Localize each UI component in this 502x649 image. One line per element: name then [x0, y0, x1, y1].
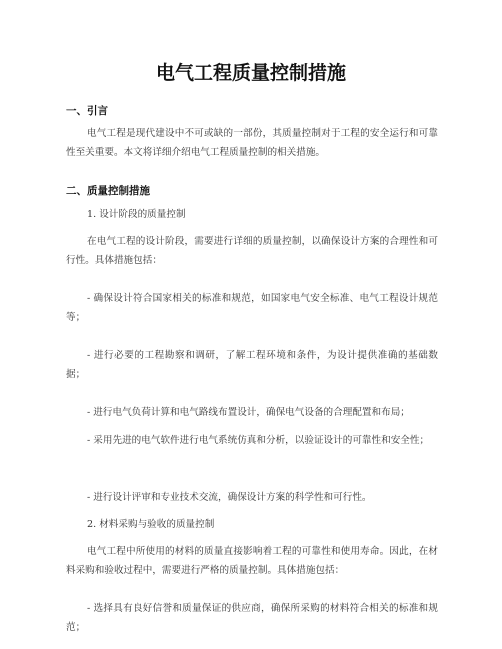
list-item: - 选择具有良好信誉和质量保证的供应商，确保所采购的材料符合相关的标准和规范； — [66, 603, 438, 633]
section-heading-intro: 一、引言 — [66, 105, 108, 117]
paragraph: 电气工程中所使用的材料的质量直接影响着工程的可靠性和使用寿命。因此，在材料采购和验收过程中，需要进行严格的质量控制。具体措施包括： — [66, 546, 438, 576]
subheading-design: 1. 设计阶段的质量控制 — [87, 209, 186, 220]
list-item: - 进行设计评审和专业技术交流，确保设计方案的科学性和可行性。 — [87, 492, 372, 503]
list-item: - 进行电气负荷计算和电气路线布置设计，确保电气设备的合理配置和布局； — [87, 407, 410, 418]
paragraph: 电气工程是现代建设中不可或缺的一部份，其质量控制对于工程的安全运行和可靠性至关重要。本文将详细介绍电气工程质量控制的相关措施。 — [66, 128, 438, 158]
list-item: - 确保设计符合国家相关的标准和规范，如国家电气安全标准、电气工程设计规范等； — [66, 293, 438, 323]
paragraph: 在电气工程的设计阶段，需要进行详细的质量控制，以确保设计方案的合理性和可行性。具体措施包括： — [66, 236, 438, 266]
page-title: 电气工程质量控制措施 — [155, 62, 346, 84]
list-item: - 采用先进的电气软件进行电气系统仿真和分析，以验证设计的可靠性和安全性； — [87, 435, 430, 446]
list-item: - 进行必要的工程勘察和调研，了解工程环境和条件，为设计提供准确的基础数据； — [66, 350, 438, 380]
section-heading-measures: 二、质量控制措施 — [66, 185, 150, 197]
subheading-materials: 2. 材料采购与验收的质量控制 — [87, 519, 215, 530]
